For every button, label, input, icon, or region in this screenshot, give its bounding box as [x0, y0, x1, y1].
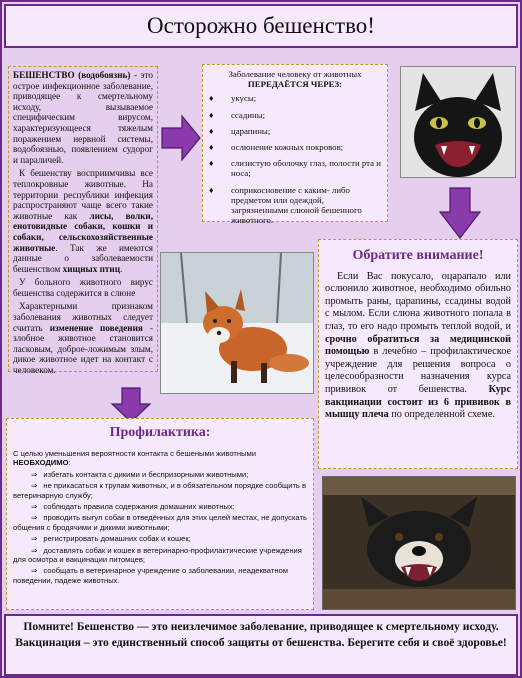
transmission-intro-text: Заболевание человеку от животных [228, 69, 362, 79]
definition-paragraph [13, 70, 153, 165]
arrow-bullet-icon: ⇒ [31, 566, 38, 576]
prevention-item: проводить выгул собак в отведённых для этих целей местах, не допускать общения с бродячими и дикими животными; [13, 513, 307, 532]
attention-vaccine-course: Курс вакцинации состоит из 6 прививок в мышцу плеча [325, 383, 511, 421]
arrow-bullet-icon: ⇒ [31, 534, 38, 544]
attention-text [325, 271, 511, 422]
arrow-bullet-icon: ⇒ [31, 513, 38, 523]
attention-text-3: по определенной схеме. [391, 409, 495, 421]
susceptible-end: . [120, 263, 123, 274]
list-item [13, 534, 307, 543]
transmission-item: ослюнение кожных покровов; [231, 142, 344, 153]
attention-text-1: Если Вас покусало, оцарапало или ослюнило животное, необходимо обильно промыть раны, царапины, ссадины водой с мылом. Если слюна животного попала в глаз, то его надо промыть теплой водой, и [325, 270, 511, 332]
diamond-bullet-icon: ♦ [209, 109, 214, 120]
attention-urgent: срочно обратиться за медицинской помощью [325, 333, 511, 358]
arrow-bullet-icon: ⇒ [31, 481, 38, 491]
attention-heading: Обратите внимание! [352, 248, 484, 263]
arrow-bullet-icon: ⇒ [31, 545, 38, 555]
attention-text-2: в лечебно – профилактическое учреждение для решения вопроса о целесообразности назначения курса прививок от бешенства. [325, 346, 511, 395]
list-item [13, 513, 307, 532]
list-item [209, 110, 381, 120]
transmission-box [202, 64, 388, 226]
prevention-box [6, 418, 314, 610]
list-item [13, 566, 307, 585]
diamond-bullet-icon: ♦ [209, 125, 214, 136]
prevention-heading: Профилактика: [109, 425, 211, 440]
susceptible-animals: лисы, волки, енотовидные собаки, кошки и собаки, сельскохозяйственные животные [13, 210, 154, 253]
rabies-description [8, 66, 158, 376]
susceptible-text: К бешенству восприимчивы все теплокровные животные. На территории республики инфекция распространяют чаще всего такие животные как [13, 168, 153, 221]
transmission-item: царапины; [231, 125, 271, 136]
behavior-text-2: - злобное животное становится ласковым, доброе-ложимым злым, дикое животное идет на контакт с человеком. [13, 322, 153, 376]
list-item [13, 502, 307, 511]
behavior-paragraph [13, 301, 153, 375]
footer-text: Помните! Бешенство — это неизлечимое заболевание, приводящее к смертельному исходу. Вакцинация – это единственный способ защиты от бешенства. Берегите себя и своё здоровье! [15, 620, 507, 649]
prevention-intro-colon: : [68, 458, 71, 468]
behavior-change: изменение поведения [49, 322, 143, 333]
fox-in-snow-photo [160, 252, 314, 394]
list-item [209, 142, 381, 152]
attention-box [318, 239, 518, 469]
arrow-bullet-icon: ⇒ [31, 469, 38, 479]
prevention-item: не прикасаться к трупам животных, и в обязательном порядке сообщить в ветеринарную службу; [13, 481, 307, 500]
transmission-list [209, 93, 381, 225]
diamond-bullet-icon: ♦ [209, 158, 214, 169]
title-bar [4, 4, 518, 48]
list-item [209, 185, 381, 226]
page-title: Осторожно бешенство! [147, 13, 375, 38]
transmission-item: соприкосновение с каким- либо предметом или одеждой, загрязненными слюной бешенного животного. [231, 184, 362, 226]
list-item [209, 126, 381, 136]
aggressive-dog-photo [322, 476, 516, 610]
prevention-intro [13, 449, 307, 468]
prevention-item: доставлять собак и кошек в ветеринарно-профилактические учреждения для осмотра и вакцинации питомцев; [13, 545, 302, 565]
diamond-bullet-icon: ♦ [209, 184, 214, 195]
prevention-intro-bold: НЕОБХОДИМО [13, 458, 69, 468]
arrow-right-icon [160, 114, 202, 162]
list-item [13, 546, 307, 565]
susceptible-birds: хищных птиц [62, 263, 121, 274]
diamond-bullet-icon: ♦ [209, 142, 214, 153]
transmission-item: укусы; [231, 93, 257, 104]
prevention-item: сообщать в ветеринарное учреждение о заболевании, неадекватном поведении, падеже животных. [13, 566, 288, 585]
saliva-paragraph: У больного животного вирус бешенства содержится в слюне [13, 277, 153, 298]
angry-cat-photo [400, 66, 516, 178]
list-item [13, 470, 307, 479]
susceptible-paragraph [13, 168, 153, 274]
arrow-bullet-icon: ⇒ [31, 502, 38, 512]
prevention-intro-text: С целью уменьшения вероятности контакта с бешеными животными [13, 449, 256, 458]
prevention-list [13, 449, 307, 585]
list-item [209, 93, 381, 103]
diamond-bullet-icon: ♦ [209, 93, 214, 104]
prevention-item: регистрировать домашних собак и кошек; [43, 534, 191, 544]
transmission-item: ссадины; [231, 109, 266, 120]
list-item [13, 481, 307, 500]
transmission-item: слизистую оболочку глаз, полости рта и носа; [231, 158, 381, 179]
susceptible-text-2: . Так же имеются данные о заболеваемости бешенством [13, 242, 153, 274]
prevention-item: избегать контакта с дикими и беспризорными животными; [43, 469, 249, 479]
behavior-text: Характерными признаком заболевания животных следует считать [13, 301, 153, 333]
arrow-down-icon [438, 186, 482, 240]
transmission-intro [209, 69, 381, 89]
definition-term: БЕШЕНСТВО [13, 70, 75, 80]
prevention-item: соблюдать правила содержания домашних животных; [43, 502, 235, 512]
footer-warning [4, 614, 518, 676]
definition-alt-term: (водобоязнь) [78, 70, 131, 80]
definition-text: - это острое инфекционное заболевание, приводящее к смертельному исходу, вызываемое специфическим вирусом, характеризующееся тяжелым поражением нервной системы, водобоязнью, появлением судорог и параличей. [13, 70, 153, 165]
transmission-intro-bold: ПЕРЕДАЁТСЯ ЧЕРЕЗ: [247, 79, 343, 90]
list-item [209, 158, 381, 178]
